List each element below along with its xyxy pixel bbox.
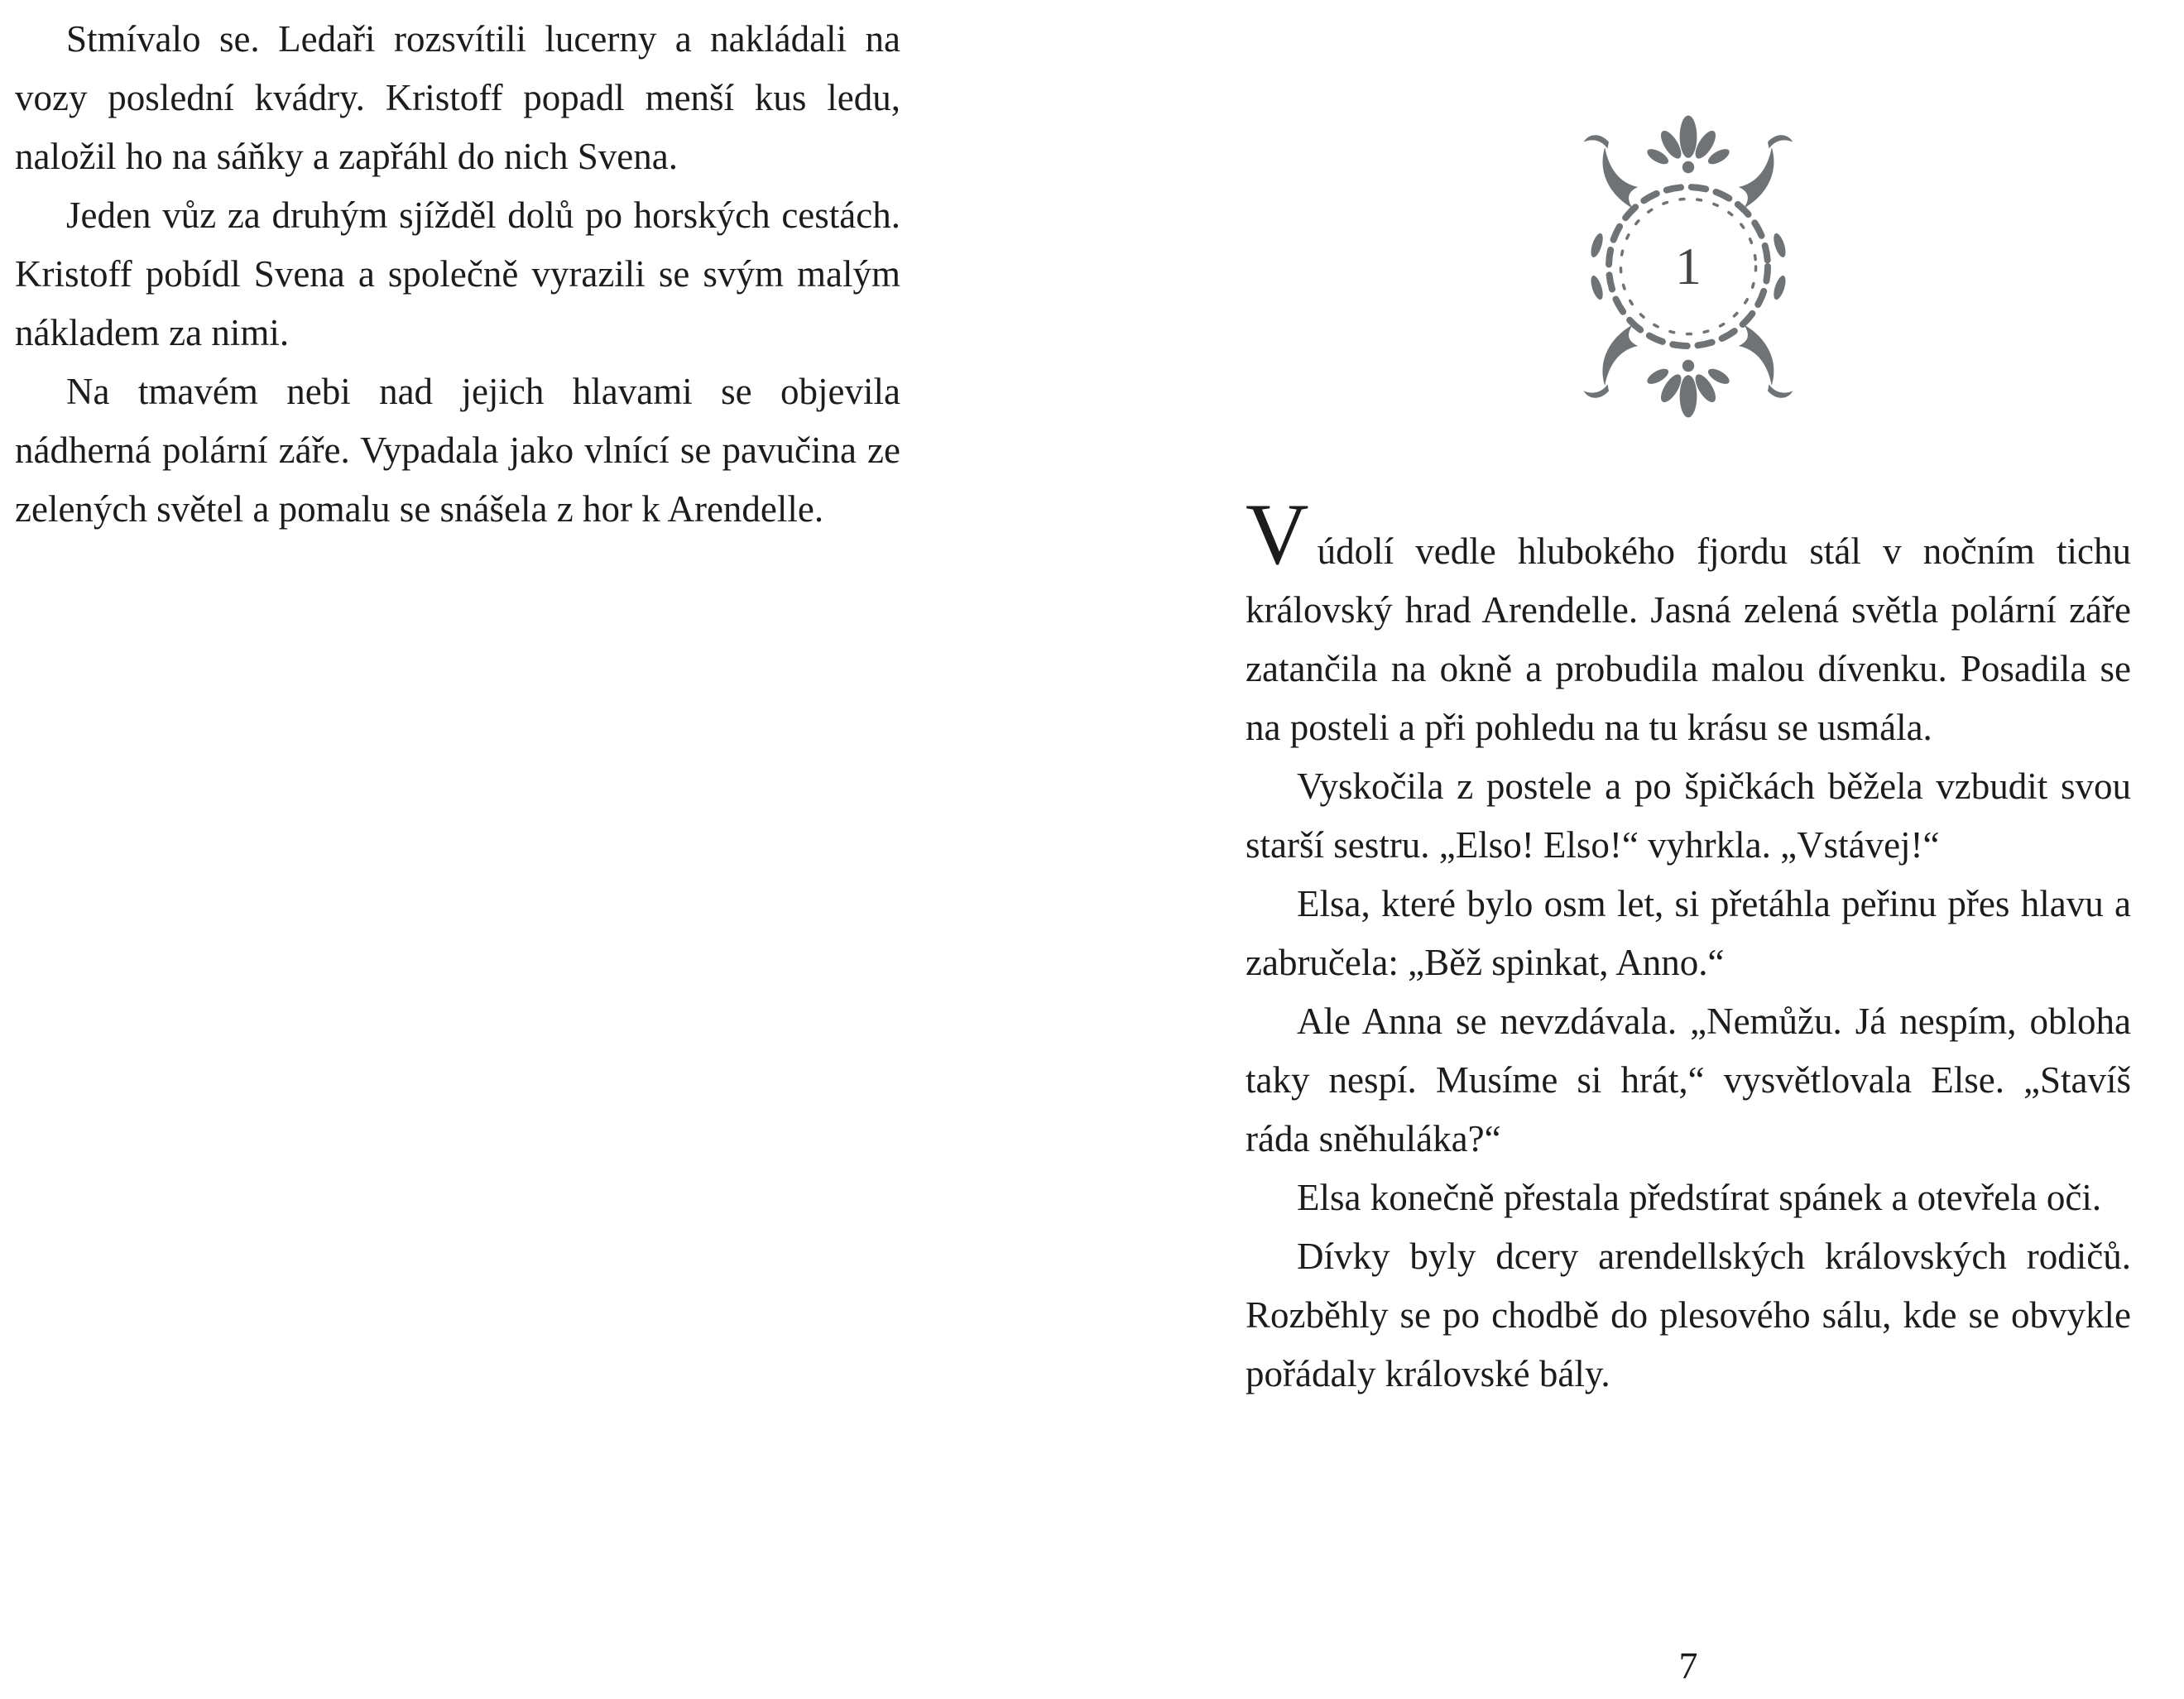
paragraph: Elsa konečně přestala předstírat spánek a otevřela oči. bbox=[1297, 1177, 2102, 1218]
paragraph: Stmívalo se. Ledaři rozsvítili lucerny a nakládali na vozy poslední kvádry. Kristoff popadl menší kus ledu, naložil ho na sáňky a zapřáhl do nich Svena. bbox=[15, 18, 900, 177]
paragraph: Jeden vůz za druhým sjížděl dolů po horských cestách. Kristoff pobídl Svena a společně vyrazili se svým malým nákladem za nimi. bbox=[15, 194, 900, 353]
opening-paragraph bbox=[1246, 486, 2131, 757]
right-page bbox=[1246, 0, 2131, 1699]
chapter-text bbox=[1246, 486, 2131, 1404]
paragraph: Dívky byly dcery arendellských královských rodičů. Rozběhly se po chodbě do plesového sálu, kde se obvykle pořádaly královské bály. bbox=[1246, 1236, 2131, 1394]
paragraph: Ale Anna se nevzdávala. „Nemůžu. Já nespím, obloha taky nespí. Musíme si hrát,“ vysvětlovala Else. „Stavíš ráda sněhuláka?“ bbox=[1246, 1001, 2131, 1159]
page-number: 7 bbox=[1678, 1644, 1698, 1687]
opening-paragraph-text: údolí vedle hlubokého fjordu stál v nočním tichu královský hrad Arendelle. Jasná zelená světla polární záře zatančila na okně a probudila malou dívenku. Posadila se na posteli a při pohledu na tu krásu se usmála. bbox=[1246, 530, 2131, 748]
paragraph: Na tmavém nebi nad jejich hlavami se objevila nádherná polární záře. Vypadala jako vlnící se pavučina ze zelených světel a pomalu se snášela z hor k Arendelle. bbox=[15, 371, 900, 530]
drop-cap: V bbox=[1246, 486, 1309, 583]
floral-wreath-ornament-icon bbox=[1556, 108, 1821, 425]
left-page bbox=[15, 10, 900, 539]
paragraph: Elsa, které bylo osm let, si přetáhla peřinu přes hlavu a zabručela: „Běž spinkat, Anno.“ bbox=[1246, 883, 2131, 983]
chapter-ornament bbox=[1556, 108, 1821, 425]
paragraph: Vyskočila z postele a po špičkách běžela vzbudit svou starší sestru. „Elso! Elso!“ vyhrkla. „Vstávej!“ bbox=[1246, 766, 2131, 866]
chapter-number: 1 bbox=[1675, 237, 1702, 295]
